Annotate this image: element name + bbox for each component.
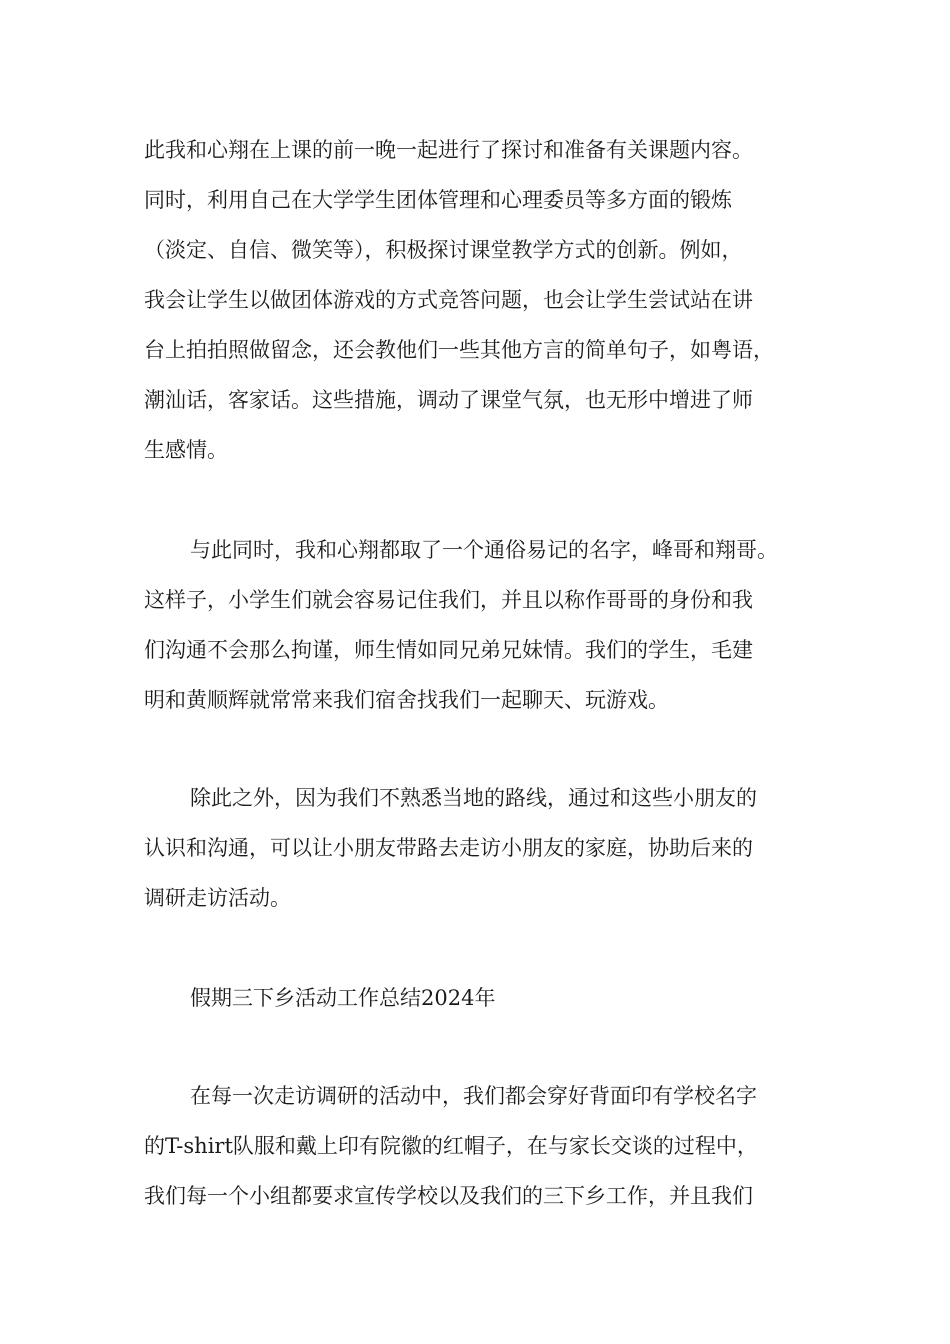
text-line: 调研走访活动。: [144, 886, 291, 910]
paragraph-1: [144, 125, 844, 475]
text-line: 这样子，小学生们就会容易记住我们，并且以称作哥哥的身份和我: [144, 588, 753, 612]
heading-line: 假期三下乡活动工作总结2024年: [190, 986, 496, 1010]
text-line: 们沟通不会那么拘谨，师生情如同兄弟兄妹情。我们的学生，毛建: [144, 638, 753, 662]
text-line: 与此同时，我和心翔都取了一个通俗易记的名字，峰哥和翔哥。: [190, 538, 778, 562]
text-line: 在每一次走访调研的活动中，我们都会穿好背面印有学校名字: [190, 1084, 757, 1108]
text-line: （淡定、自信、微笑等），积极探讨课堂教学方式的创新。例如，: [144, 238, 743, 262]
text-line: 潮汕话，客家话。这些措施，调动了课堂气氛，也无形中增进了师: [144, 388, 753, 412]
text-line: 认识和沟通，可以让小朋友带路去走访小朋友的家庭，协助后来的: [144, 836, 753, 860]
paragraph-2: [144, 525, 844, 725]
text-line: 我们每一个小组都要求宣传学校以及我们的三下乡工作，并且我们: [144, 1184, 753, 1208]
text-line: 生感情。: [144, 438, 228, 462]
text-line: 此我和心翔在上课的前一晚一起进行了探讨和准备有关课题内容。: [144, 138, 753, 162]
text-line: 明和黄顺辉就常常来我们宿舍找我们一起聊天、玩游戏。: [144, 688, 669, 712]
paragraph-4: [144, 1071, 844, 1221]
text-line: 除此之外，因为我们不熟悉当地的路线，通过和这些小朋友的: [190, 786, 757, 810]
text-line: 我会让学生以做团体游戏的方式竞答问题，也会让学生尝试站在讲: [144, 288, 753, 312]
paragraph-3: [144, 773, 844, 923]
text-line: 的T-shirt队服和戴上印有院徽的红帽子，在与家长交谈的过程中，: [144, 1134, 758, 1158]
text-line: 同时，利用自己在大学学生团体管理和心理委员等多方面的锻炼: [144, 188, 732, 212]
text-line: 台上拍拍照做留念，还会教他们一些其他方言的简单句子，如粤语，: [144, 338, 774, 362]
section-heading: [144, 973, 844, 1023]
